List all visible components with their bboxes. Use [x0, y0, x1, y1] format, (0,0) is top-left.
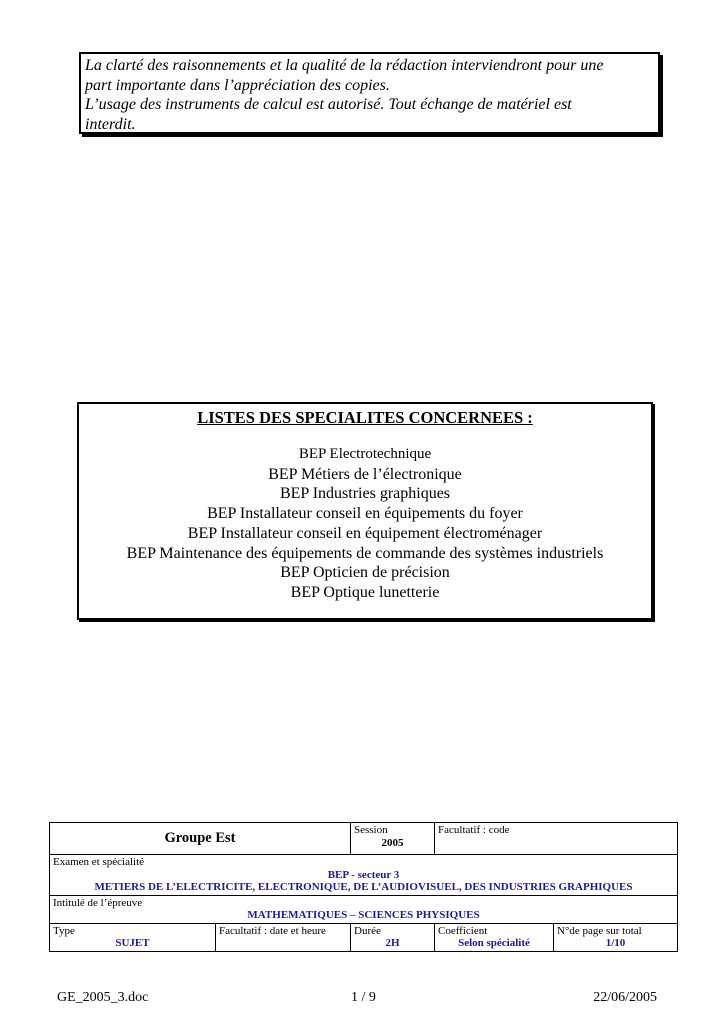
- page-footer: [57, 990, 657, 1008]
- notice-line: interdit.: [85, 115, 136, 133]
- type-cell: [50, 923, 216, 951]
- intitule-label: Intitulé de l’épreuve: [53, 896, 143, 909]
- footer-filename: GE_2005_3.doc: [57, 990, 149, 1005]
- coefficient-value: Selon spécialité: [458, 937, 530, 949]
- date-cell: Facultatif : date et heure: [216, 923, 351, 951]
- session-label: Session: [354, 824, 388, 836]
- intitule-cell: [50, 895, 678, 923]
- session-cell: [351, 823, 435, 855]
- notice-line: part importante dans l’appréciation des copies.: [85, 76, 390, 94]
- footer-page-number: 1 / 9: [351, 990, 376, 1005]
- page-total-value: 1/10: [605, 937, 626, 949]
- notice-line: La clarté des raisonnements et la qualité de la rédaction interviendront pour une: [85, 57, 604, 74]
- type-label: Type: [53, 924, 75, 937]
- examen-line2: METIERS DE L’ELECTRICITE, ELECTRONIQUE, DE L’AUDIOVISUEL, DES INDUSTRIES GRAPHIQUES: [94, 881, 633, 893]
- exam-notice-box: [79, 52, 660, 134]
- exam-info-table: [49, 822, 678, 952]
- specialite-item: BEP Industries graphiques: [279, 485, 451, 503]
- footer-date: 22/06/2005: [593, 990, 657, 1005]
- coefficient-label: Coefficient: [438, 924, 488, 937]
- type-value: SUJET: [115, 937, 150, 949]
- specialite-item: BEP Métiers de l’électronique: [268, 465, 462, 483]
- specialite-item: BEP Electrotechnique: [298, 446, 432, 462]
- intitule-value: MATHEMATIQUES – SCIENCES PHYSIQUES: [247, 909, 480, 921]
- specialite-item: BEP Installateur conseil en équipements du foyer: [207, 505, 523, 523]
- examen-line1: BEP - secteur 3: [327, 868, 400, 881]
- duree-label: Durée: [354, 924, 381, 937]
- coefficient-cell: [435, 923, 554, 951]
- specialite-item: BEP Maintenance des équipements de commande des systèmes industriels: [126, 544, 604, 562]
- duree-value: 2H: [385, 937, 400, 949]
- notice-line: L’usage des instruments de calcul est autorisé. Tout échange de matériel est: [85, 96, 572, 113]
- specialites-list: [79, 445, 651, 603]
- groupe-cell: Groupe Est: [50, 823, 351, 855]
- facultatif-code-cell: Facultatif : code: [435, 823, 678, 855]
- examen-label: Examen et spécialité: [53, 856, 145, 868]
- specialite-item: BEP Opticien de précision: [280, 564, 450, 582]
- page-total-cell: [554, 923, 678, 951]
- page-total-label: N°de page sur total: [557, 924, 642, 937]
- session-value: 2005: [381, 836, 404, 849]
- specialites-box: [77, 402, 653, 620]
- specialite-item: BEP Optique lunetterie: [290, 583, 440, 601]
- specialites-title: LISTES DES SPECIALITES CONCERNEES :: [197, 408, 533, 427]
- duree-cell: [351, 923, 435, 951]
- examen-cell: [50, 855, 678, 896]
- specialite-item: BEP Installateur conseil en équipement électroménager: [187, 524, 543, 542]
